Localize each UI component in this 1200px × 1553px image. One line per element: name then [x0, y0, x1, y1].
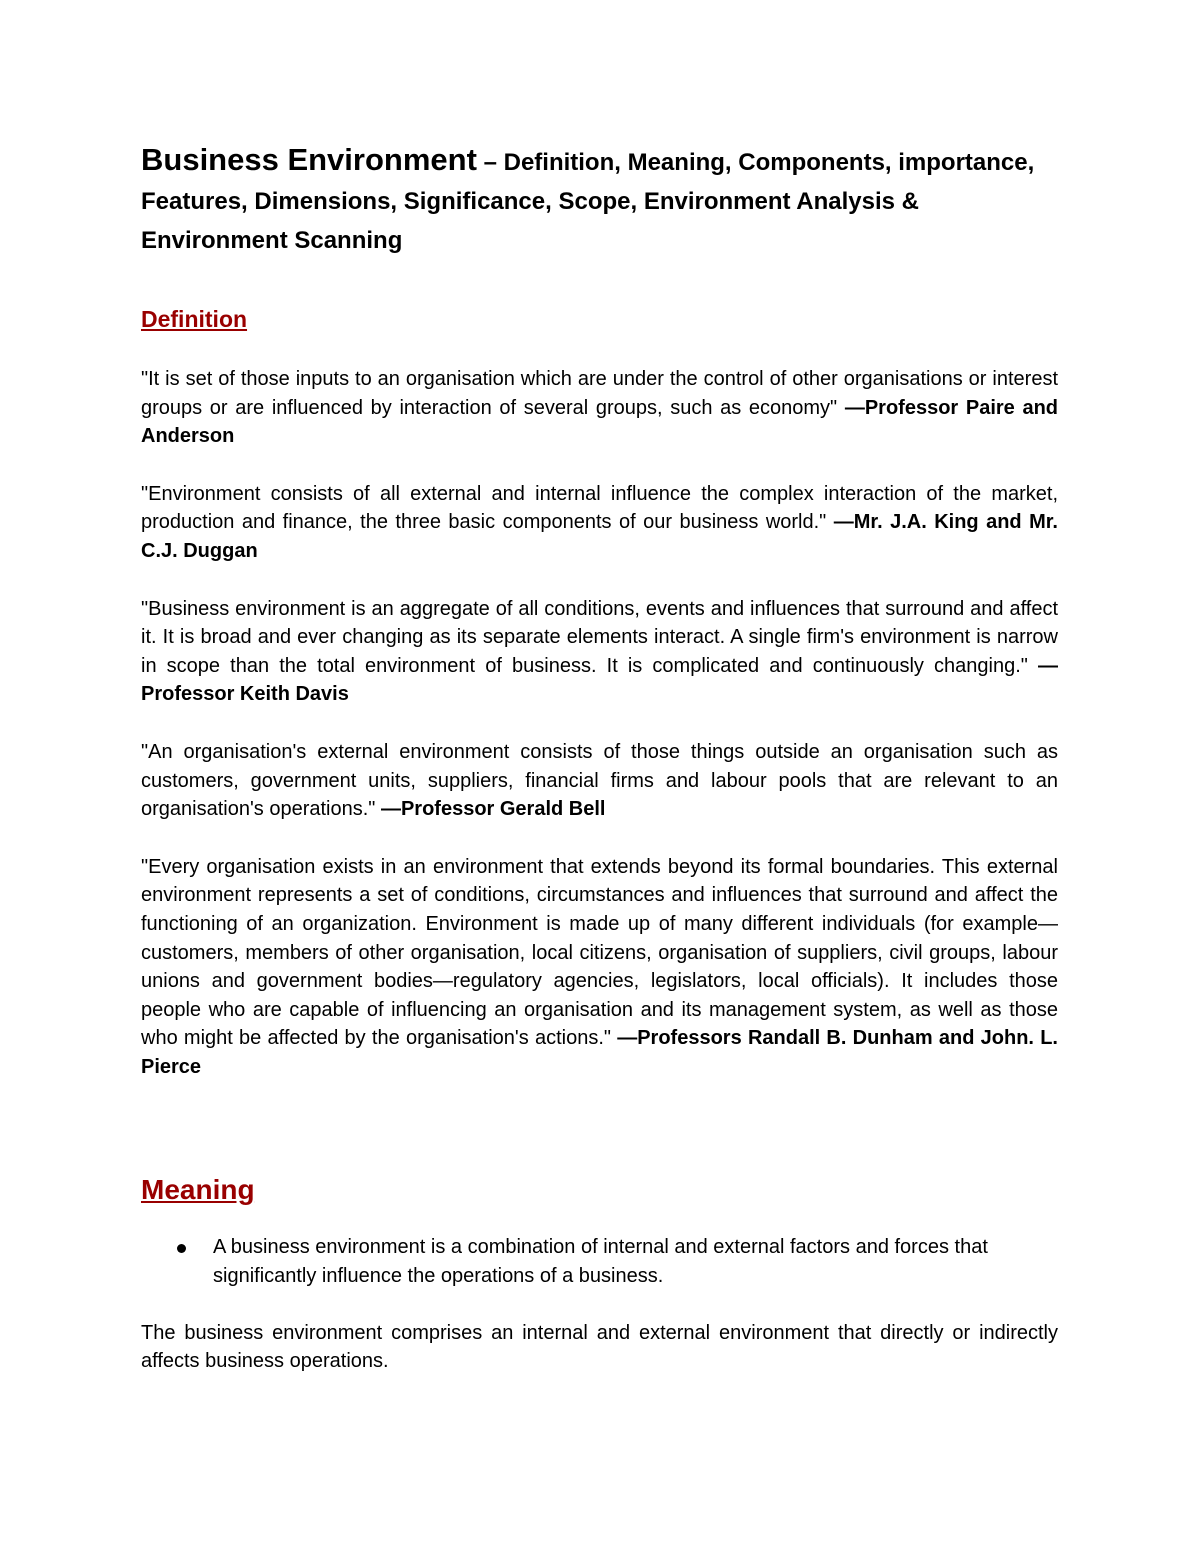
document-title-subtitle: – Definition, Meaning, Components, importance, Features, Dimensions, Significance, Scope, Environment Analysis & Environment Scanning [141, 149, 1035, 254]
quote-author: —Mr. J.A. King and Mr. C.J. Duggan [141, 511, 1058, 562]
quote-text: "Every organisation exists in an environment that extends beyond its formal boundaries. This external environment represents a set of conditions, circumstances and influences that surround and affect the functioning of an organization. Environment is made up of many different individuals (for example—customers, members of other organisation, local citizens, organisation of suppliers, civil groups, labour unions and government bodies—regulatory agencies, legislators, local officials). It includes those people who are capable of influencing an organisation and its management system, as well as those who might be affected by the organisation's actions." [141, 855, 1058, 1050]
definition-quote [141, 853, 1058, 1082]
document-page [141, 140, 1058, 1376]
definition-quote [141, 365, 1058, 451]
quote-text: "Environment consists of all external and internal influence the complex interaction of the market, production and finance, the three basic components of our business world." [141, 482, 1058, 534]
quote-text: "It is set of those inputs to an organisation which are under the control of other organisations or interest groups or are influenced by interaction of several groups, such as economy" [141, 368, 1058, 419]
definition-quote [141, 480, 1058, 566]
meaning-bullet-list [141, 1233, 1058, 1290]
bullet-text: A business environment is a combination of internal and external factors and forces that significantly influence the operations of a business. [213, 1236, 988, 1288]
meaning-heading: Meaning [141, 1174, 255, 1206]
quote-author: —Professors Randall B. Dunham and John. L. Pierce [141, 1027, 1058, 1078]
document-title-main: Business Environment [141, 142, 477, 177]
quote-text: "An organisation's external environment consists of those things outside an organisation such as customers, government units, suppliers, financial firms and labour pools that are relevant to an organisation's operations." [141, 740, 1058, 821]
definition-quote [141, 595, 1058, 709]
quote-author: —Professor Keith Davis [141, 654, 1058, 706]
quote-author: —Professor Gerald Bell [380, 798, 606, 821]
list-item [141, 1233, 1058, 1290]
quote-text: "Business environment is an aggregate of all conditions, events and influences that surround and affect it. It is broad and ever changing as its separate elements interact. A single firm's environment is narrow in scope than the total environment of business. It is complicated and continuously changing." [141, 597, 1058, 677]
quote-author: —Professor Paire and Anderson [141, 396, 1058, 448]
meaning-paragraph: The business environment comprises an internal and external environment that directly or indirectly affects business operations. [141, 1321, 1058, 1373]
definition-heading: Definition [141, 306, 248, 332]
bullet-dot-icon [177, 1244, 186, 1253]
document-title [141, 140, 1058, 260]
definition-quote [141, 738, 1058, 824]
